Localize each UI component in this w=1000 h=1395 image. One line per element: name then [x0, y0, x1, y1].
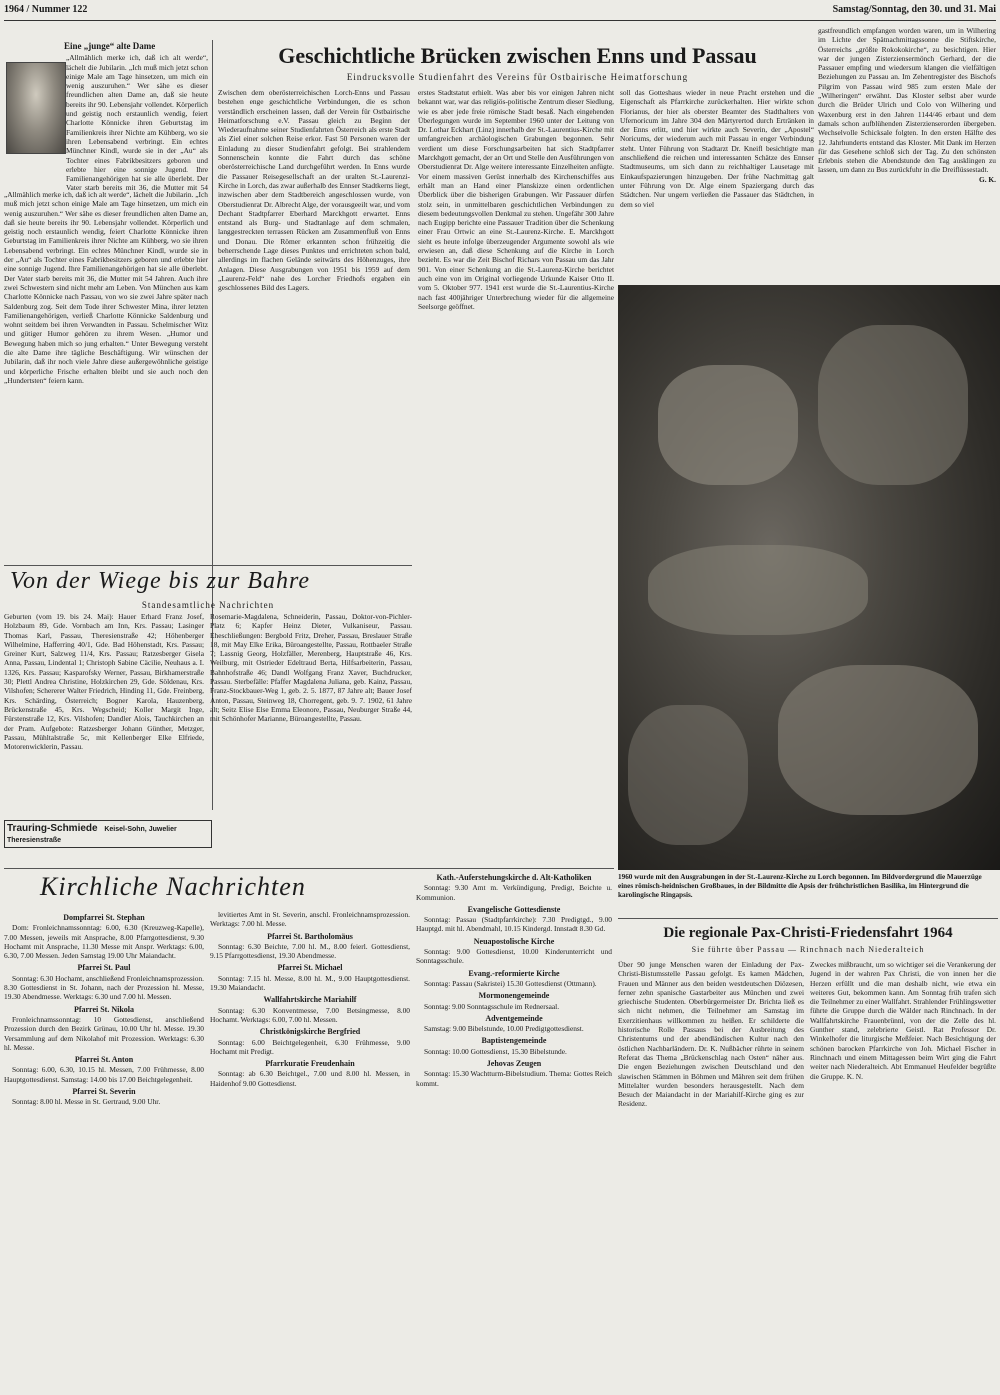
church-section-heading: Pfarrei St. Bartholomäus [267, 931, 353, 941]
church-section-heading: Pfarrkuratie Freudenhain [265, 1059, 355, 1069]
main-article-col2-text: erstes Stadtstatut erhielt. Was aber bis vor einigen Jahren nicht bekannt war, war das religiös-politische Zentrum dieser Siedlung, wie es aber jede freie römische Stadt besaß. Nach eingehenden Überlegungen wurde im September 1960 unter der Leitung von Dr. Lothar Eckhart (Linz) innerhalb der St.-Laurentius-Kirche mit umfangreichen archäologischen Grabungen begonnen. Sehr verdient um diese Forschungsarbeiten hat sich Stadtpfarrer Marckhgott gemacht, der an Ort und Stelle den Ausführungen von Oberstudienrat Dr. Alge weitere interessante Einzelheiten anfügte. Vor einem massiven Gerüst innerhalb des Kirchenschiffes aus erhält man an Hand einer Planskizze einen ordentlichen Überblick über die bisherigen Grabungen. Wir Passauer dürfen stolz sein, in unmittelbaren geschichtlichen Verbindungen zu diesem bedeutungsvollen Denkmal zu stehen. Ungefähr 300 Jahre nach Eugipp berichte eine Passauer Tradition über die Schenkung einer Frau Ortwic an eine St.-Laurenz-Kirche. E. Marckhgott sieht es heute infolge überzeugender Argumente sowohl als wie erwiesen an, daß diese Schenkung auf die Kirche in Lorch bezieht. Es war die Zeit Bischof Richars von Passau um das Jahr 901. Von einer Schenkung an die St.-Laurenz-Kirche berichtet auch eine von im Original vorliegende Urkunde Kaiser Otto II. vom 5. Oktober 977. 1941 erst wurde die St.-Laurentius-Kirche nach fast 400jähriger Unterbrechung wieder für die allgemeine Seelsorge geöffnet. [418, 88, 614, 311]
church-section-heading: Pfarrei St. Anton [74, 1055, 134, 1065]
civil-registry-title: Von der Wiege bis zur Bahre [10, 568, 311, 594]
civil-registry-subtitle: Standesamtliche Nachrichten [141, 600, 275, 610]
main-article-col3-text: soll das Gotteshaus wieder in neue Pracht erstehen und die Eigenschaft als Pfarrkirche zurückerhalten. Hier wirkte schon Florianus, der hier als oberster Beamter des Stadthalters von Ufernoricum im Jahre 304 den Märtyrertod durch Ertränken in der Enns erlitt, und hier wirkte auch Severin, der „Apostel“ Noricums, der wiederum auch mit Passau in enger Verbindung steht. Unter Führung von Stadtarzt Dr. Kneifl besichtigte man anschließend die reichen und interessanten Schätze des Ennser Stadtmuseums, um sich dann zu reichhaltiger Lausetage mit Einkaufspazierungen hinzugeben. Der frühe Nachmittag galt unter Führung von Dr. Alge einem Spaziergang durch das Städtchen. Nur ungern verließen die Passauer das Städtchen, in dem so viel [620, 88, 814, 209]
issue-number: 1964 / Nummer 122 [4, 4, 88, 15]
church-section-text: Sonntag: Passau (Stadtpfarrkirche): 7.30 Predigtgd., 9.00 Hauptgd. mit hl. Abendmahl, 10.15 Kindergd. Innstadt 8.30 Gd. [416, 915, 612, 934]
church-section-heading: Wallfahrtskirche Mariahilf [263, 995, 357, 1005]
church-section-heading: Adventgemeinde [485, 1013, 543, 1023]
church-section-text: Sonntag: Passau (Sakristei) 15.30 Gottesdienst (Ottmann). [424, 978, 597, 988]
church-section-text: Sonntag: 6.30 Beichte, 7.00 hl. M., 8.00 feierl. Gottesdienst, 9.15 Pfarrgottesdienst, 19.30 Abendmesse. [210, 941, 410, 961]
section-rule [4, 565, 412, 566]
church-section-text: Sonntag: 6.30 Konventmesse, 7.00 Betsingmesse, 8.00 Hochamt. Werktags: 6.00, 7.00 hl. Messen. [210, 1005, 410, 1024]
civil-registry-col2-text: Rosemarie-Magdalena, Schneiderin, Passau, Doktor-von-Pichler-Platz 6; Kapfer Heinz Dieter, Vulkaniseur, Passau. Eheschließungen: Bergbold Fritz, Dreher, Passau, Breslauer Straße 18, mit May Elke Erika, Büroangestellte, Passau, Rottbaeler Straße 7; Lassnig Georg, Holzfäller, Merenberg, Hauptstraße 46, Krs. Weilburg, mit Ostrieder Edeltraud Berta, Hilfsarbeiterin, Passau, Bahnhofstraße 46; Dandl Wolfgang Franz Xaver, Buchdrucker, Passau. Sterbefälle: Pfaffer Magdalena Juliana, geb. Kainz, Passau, Franz-Stockbauer-Weg 1, geb. 2. 5. 1877, 87 Jahre alt; Bauer Josef Anton, Passau, Steinweg 18, Chorregent, geb. 9. 7. 1902, 61 Jahre alt; Seitz Elise Else Emma Eleonore, Passau, Neuburger Straße 44, mit Schönhofer Marianne, Büroangestellte, Passau. [210, 612, 412, 724]
main-article-col2 [418, 88, 614, 868]
church-section-text: Sonntag: 6.00 Beichtgelegenheit, 6.30 Frühmesse, 9.00 Hochamt mit Predigt. [210, 1037, 410, 1056]
portrait-article-continued [4, 190, 208, 562]
church-news-title: Kirchliche Nachrichten [40, 872, 306, 901]
church-section-heading: Evangelische Gottesdienste [467, 904, 561, 914]
church-section-heading: Neuapostolische Kirche [473, 936, 555, 946]
section-rule [618, 918, 998, 919]
pax-col1 [618, 960, 804, 1390]
right-article [818, 26, 996, 282]
portrait-article-text: „Allmählich merke ich, daß ich alt werde“, lächelt die Jubilarin. „Ich muß mich jetzt schon einige Male am Tage hinsetzen, um mich ein wenig auszuruhen.“ Wer sähe es dieser freundlichen alten Dame an, daß sie heute bereits ihr 90. Lebensjahr vollendet. Körperlich und geistig noch erstaunlich wendig, feiert Charlotte Könnicke ihren Geburtstag im Familienkreis ihrer Nichte am Kühberg, wo sie ihren Lebensabend verbringt. Ein echtes Münchner Kindl, wurde sie in der „Au“ als Tochter eines Fabrikbesitzers geboren und erlebte hier eine sonnige Jugend. Ihre Familienangehörigen hat sie alle überlebt. Der Vater starb bereits mit 36, die Mutter mit 54 [66, 53, 208, 193]
church-section-text: Fronleichnamssonntag: 10 Gottesdienst, anschließend Prozession durch den Bezirk Grünau, 10.00 Uhr hl. Messe. 19.30 Versammlung auf dem Nikolahof mit Prozession. Werktags: 6.30 hl. Messe. [4, 1014, 204, 1052]
right-article-signature: G. K. [978, 174, 996, 184]
church-section-heading: Dompfarrei St. Stephan [63, 913, 145, 922]
church-section-text: Sonntag: 8.00 hl. Messe in St. Gertraud, 9.00 Uhr. [12, 1097, 161, 1107]
civil-registry-col2 [210, 612, 412, 862]
church-section-text: Sonntag: 9.30 Amt m. Verkündigung, Predigt, Beichte u. Kommunion. [416, 883, 612, 902]
church-section-text: Sonntag: 15.30 Wachtturm-Bibelstudium. Thema: Gottes Reich kommt. [416, 1069, 612, 1088]
trauring-ad-left: Trauring-Schmiede [7, 823, 98, 834]
church-section-heading: Evang.-reformierte Kirche [468, 968, 560, 978]
main-article-col3 [620, 88, 814, 280]
main-subheadline: Eindrucksvolle Studienfahrt des Vereins für Ostbairische Heimatforschung [346, 72, 689, 82]
church-section-heading: Pfarrei St. Nikola [73, 1004, 135, 1014]
church-section-text: Sonntag: ab 6.30 Beichtgel., 7.00 und 8.00 hl. Messen, in Haidenhof 9.00 Gottesdienst. [210, 1069, 410, 1088]
church-section-text: Dom: Fronleichnamssonntag: 6.00, 6.30 (Kreuzweg-Kapelle), 7.00 Messen, jeweils mit Ansprache, 8.00 Pfarrgottesdienst, 9.30 Hochamt mit Ansprache, 11.30 Messe mit Anspr. Werktags: 6.00, 6.30, 7.00 Messen. Jeden Samstag 19.00 Uhr Maiandacht. [4, 923, 204, 961]
civil-registry-col1-text: Geburten (vom 19. bis 24. Mai): Hauer Erhard Franz Josef, Holzbaum 89, Gde. Vornbach am Inn, Krs. Passau; Lasinger Thomas Karl, Passau, Theresienstraße 42; Höhenberger Wilhelmine, Hafferring 40/1, Gde. Bad Höhenstadt, Krs. Passau; Greiner Kurt, Salzweg 11/4, Krs. Passau; Ratzesberger Gisela Anna, Passau, Lindental 1; Christoph Sabine Cäcilie, Neuhaus a. I. 1326, Krs. Passau; Kasparofsky Werner, Passau, Birkhamerstraße 30; Plettl Andrea Christine, Holzkirchen 29, Gde. Söldenau, Krs. Vilshofen; Schererer Walter Friedrich, Hinding 11, Gde. Freinberg, Krs. Schärding, Österreich; Bogner Karola, Hauzenberg, Brückenstraße 45, Krs. Wegscheid; Koller Margit Inge, Fürstenstraße 12, Krs. Vilshofen; Dandler Alois, Tauchkirchen an der Pram. Aufgebote: Ratzesberger Johann Günther, Metzger, Passau, Mühltalstraße 5c, mit Kellenberger Elke Elfriede, Motorenwicklerin, Passau. [4, 612, 204, 752]
church-section-heading: Mormonengemeinde [478, 991, 550, 1001]
church-section-text: Sonntag: 7.15 hl. Messe, 8.00 hl. M., 9.00 Hauptgottesdienst. 19.30 Maiandacht. [210, 973, 410, 993]
church-section-heading: Jehovas Zeugen [486, 1059, 542, 1069]
main-article-col1 [218, 88, 410, 560]
portrait-article-title: Eine „junge“ alte Dame [64, 41, 156, 51]
section-rule [4, 868, 614, 869]
church-section-heading: Pfarrei St. Severin [72, 1087, 136, 1097]
issue-date: Samstag/Sonntag, den 30. und 31. Mai [832, 4, 996, 15]
church-section-heading: Pfarrei St. Paul [77, 963, 131, 973]
civil-registry-col1 [4, 612, 204, 812]
pax-subheadline: Sie führte über Passau — Rinchnach nach Niederalteich [691, 945, 925, 954]
trauring-ad-right: Keisel-Sohn, Juwelier Theresienstraße [7, 826, 177, 844]
pax-col1-text: Über 90 junge Menschen waren der Einladung der Pax-Christi-Bistumsstelle Passau gefolgt. Es kamen Mädchen, Frauen und Männer aus den beiden westdeutschen Diözesen, ferner zehn spanische Gastarbeiter aus München und zwei griechische Studenten. Oberbürgermeister Dr. Brichta ließ es sich nicht nehmen, die Teilnehmer am Samstag im Exerzitienhaus willkommen zu heißen. Er schilderte die historische Rolle Passaus bei der Ausbreitung des Christentums und der abendländischen Kultur nach den östlichen Nachbarländern. Dr. K. Nußbächer rührte in seinem Referat das Thema „Brückenschlag nach Osten“ näher aus. Die engen Beziehungen zwischen Deutschland und den slawischen Stämmen in Böhmen und Mähren seit dem frühen Mittelalter wurden besonders herausgestellt. Nach dem Besuch der Maiandacht in der Mariahilf-Kirche ging es zur Residenz. [618, 960, 804, 1109]
main-headline: Geschichtliche Brücken zwischen Enns und Passau [278, 43, 757, 68]
church-section-text: Samstag: 9.00 Bibelstunde, 10.00 Predigtgottesdienst. [424, 1024, 584, 1034]
church-section-text: Sonntag: 9.00 Sonntagsschule im Rednersaal. [424, 1001, 560, 1011]
portrait-article-text-top [66, 53, 208, 193]
church-news-col3 [416, 870, 612, 1392]
church-news-col1 [4, 910, 204, 1392]
church-section-text: Sonntag: 10.00 Gottesdienst, 15.30 Bibelstunde. [424, 1046, 567, 1056]
excavation-photo [618, 285, 1000, 870]
page-header [4, 4, 996, 21]
church-section-heading: Christkönigskirche Bergfried [259, 1027, 361, 1037]
church-section-heading: Pfarrei St. Michael [277, 963, 343, 973]
church-news-col2 [210, 910, 410, 1392]
photo-caption: 1960 wurde mit den Ausgrabungen in der St.-Laurenz-Kirche zu Lorch begonnen. Im Bildvordergrund die Mauerzüge eines römisch-heidnischen Großbaues, in der Bildmitte die Apsis der frühchristlichen Basilika, im Hintergrund die karolingische Ringapsis. [618, 873, 982, 899]
church-section-text: Sonntag: 6.30 Hochamt, anschließend Fronleichnamsprozession. 8.30 Gottesdienst in St. Johann, nach der Prozession hl. Messe, 19.30 Abendmesse. Werktags: 6.30 und 7.00 hl. Messen. [4, 973, 204, 1002]
pax-col2 [810, 960, 996, 1390]
portrait-article-text-2: „Allmählich merke ich, daß ich alt werde“, lächelt die Jubilarin. „Ich muß mich jetzt schon einige Male am Tage hinsetzen, um mich ein wenig auszuruhen.“ Wer sähe es dieser freundlichen alten Dame an, daß sie heute bereits ihr 90. Lebensjahr vollendet. Körperlich und geistig noch erstaunlich wendig, feiert Charlotte Könnicke ihren Geburtstag im Familienkreis ihrer Nichte am Kühberg, wo sie ihren Lebensabend verbringt. Ein echtes Münchner Kindl, wurde sie in der „Au“ als Tochter eines Fabrikbesitzers geboren und erlebte hier eine sonnige Jugend. Ihre Familienangehörigen hat sie alle überlebt. Der Vater starb bereits mit 36, die Mutter mit 54 Jahren. Auch ihre zwei Schwestern sind nicht mehr am Leben. Von München aus kam Charlotte Könnicke nach Passau, von wo sie zwei Jahre später nach Saldenburg zog. Seit dem Tode ihrer Schwester Mina, ihrer letzten Familienangehörigen, verließ Charlotte Könnicke Saldenburg und wohnt seitdem bei ihren Verwandten in Passau. Schelmischer Witz und gütiger Humor gehören zu ihrem Wesen. „Humor und Bewegung haben mich so jung erhalten.“ Unter Bewegung versteht die alte Dame ihre tägliche Beschäftigung. Wir wünschen der Jubilarin, daß ihr noch viele Jahre diese außergewöhnliche geistige und körperliche Frische erhalten bleibt und sie auch noch den „Hundertsten“ feiern kann. [4, 190, 208, 385]
church-section-text: Sonntag: 6.00, 6.30, 10.15 hl. Messen, 7.00 Frühmesse, 8.00 Hauptgottesdienst. Samstag: 14.00 bis 17.00 Beichtgelegenheit. [4, 1065, 204, 1084]
church-section-text: levitiertes Amt in St. Severin, anschl. Fronleichnamsprozession. Werktags: 7.00 hl. Messe. [210, 910, 410, 929]
main-article-col1-text: Zwischen dem oberösterreichischen Lorch-Enns und Passau bestehen enge geschichtliche Verbindungen, die es schon verständlich erscheinen lassen, daß der Verein für Ostbairische Heimatforschung e.V. Passau gleich zu Beginn der Wiederaufnahme seiner Studienfahrten Österreich als erste Stadt als Ziel einer solchen Reise erkor. Fast 50 Personen waren der Einladung zu dieser Studienfahrt gefolgt. Bei strahlendem Sonnenschein konnte die Fahrt durch das schöne oberösterreichische Land durchgeführt werden. In Enns wurde die Passauer Reisegesellschaft an der uralten St.-Laurenzi-Kirche in Lorch, das zwar außerhalb des Ennser Stadtkerns liegt, inzwischen aber dem Stadtbereich angeschlossen wurde, von Oberstudienrat Dr. Albrecht Alge, der vorausgeeilt war, und vom Dechant Stadtpfarrer Eberhard Marckhgott erwartet. Enns entstand als Burg- und Stadtanlage auf dem schmalen, langgestreckten terrassen Rücken am Zusammenfluß von Enns und Donau. Die Römer erkannten schon frühzeitig die beherrschende Lage dieses Punktes und errichteten schon bald, allerdings im flachen Gelände seitwärts des Höhenzuges, ihre Anlagen. Diese Ausgrabungen von 1951 bis 1959 auf dem „Laurenz-Feld“ nahe des Lorcher Friedhofs ergaben ein geschlossenes Bild des Lagers. [218, 88, 410, 293]
church-section-heading: Baptistengemeinde [481, 1036, 547, 1046]
pax-headline: Die regionale Pax-Christi-Friedensfahrt 1964 [663, 925, 953, 941]
church-section-text: Sonntag: 9.00 Gottesdienst, 10.00 Kinderunterricht und Sonntagsschule. [416, 947, 612, 966]
church-section-heading: Kath.-Auferstehungskirche d. Alt-Katholiken [436, 873, 592, 882]
right-article-text: gastfreundlich empfangen worden waren, um in Wilhering im Lichte der Spätnachmittagssonne die Stiftskirche, Österreichs „größte Rokokokirche“, zu besichtigen. Hier war der jungen Zisterziensermönch Gerhard, der die Passauer empfing und wiedersum klangen die vielfältigen Beziehungen zu Passau an. Im Zehentregister des Bischofs Pilgrim von Passau wird 985 zum ersten Male der „Wilheringen“ erwähnt. Das Kloster selbst aber wurde durch die Brüder Ulrich und Colo von Wilhering und Waxenburg erst in den Jahren 1144/46 erbaut und dem damals schon aufblühenden Zisterzienserorden übergeben. Wechselvolle Schicksale folgten. In den ersten Hälfte des 12. Jahrhunderts entstand das Kloster. Mit Dank im Herzen für das Gesehene schloß sich der Tag. Zu den schönsten Erlebnis stehen die Abendstunde den Tag ausklingen zu lassen, um dann zu Bus zurückfuhr in die Dreiflüssestadt. [818, 26, 996, 175]
pax-col2-text: Zweckes mißbraucht, um so wichtiger sei die Verankerung der Jugend in der wahren Pax Christi, die von innen her die Herzen erfüllt und die man deshalb nicht, wie etwa ein weiteres Gut, bekommen kann. Am Sonntag früh trafen sich die Teilnehmer zu einer Wallfahrt. Strahlender Frühlingswetter führte die Gruppe durch die Wälder nach Rinchnach. In der Wallfahrtskirche Frauenbrünnl, von der die Zelle des hl. Gunther stand, zelebrierte Geistl. Rat Professor Dr. Winkelhofer die liturgische Meßfeier. Nach Besichtigung der schönen barocken Pfarrkirche von Joh. Michael Fischer in Rinchnach und einem Mittagessen beim Wirt ging die Fahrt weiter nach Niederalteich. Abt Emmanuel Heufelder begrüßte die Gruppe. K. N. [810, 960, 996, 1081]
trauring-ad [4, 820, 212, 848]
